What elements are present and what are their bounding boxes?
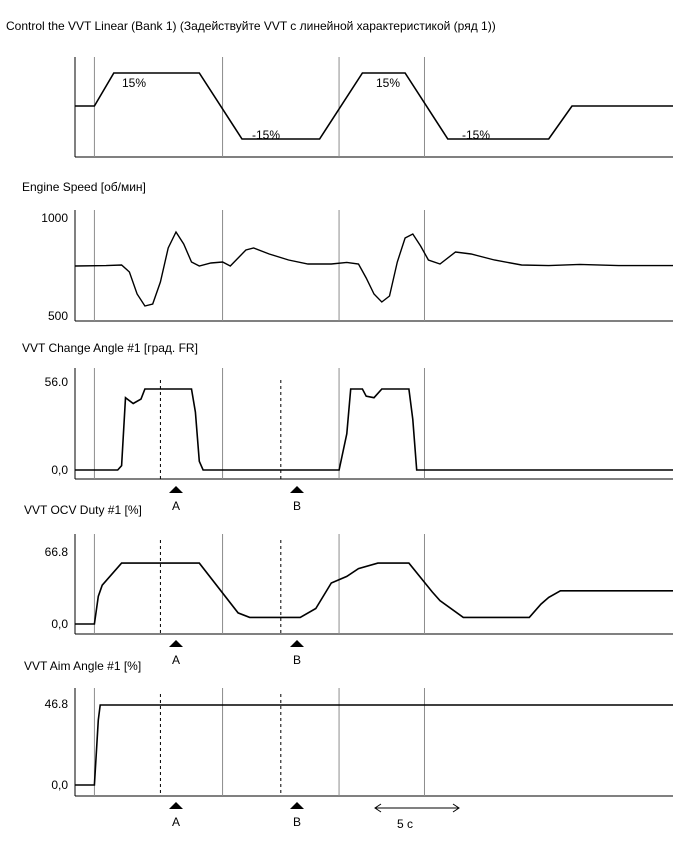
- marker-b-label-3: B: [292, 815, 302, 829]
- panel-control-trace: [75, 73, 673, 139]
- marker-a-label-2: A: [171, 653, 181, 667]
- panel-ocv-duty-title: VVT OCV Duty #1 [%]: [24, 503, 142, 517]
- marker-b-label: B: [292, 499, 302, 513]
- marker-a-label-group: [169, 486, 183, 513]
- panel-aim-angle-title: VVT Aim Angle #1 [%]: [24, 659, 142, 673]
- ocv-duty-tick-bottom: 0,0: [51, 617, 68, 631]
- engine-speed-tick-bottom: 500: [47, 309, 68, 323]
- annotation-down-1: -15%: [252, 128, 281, 142]
- change-angle-tick-top: 56.0: [44, 375, 68, 389]
- panel-change-angle: [22, 341, 673, 513]
- marker-b-label-2: B: [292, 653, 302, 667]
- panel-control: [6, 19, 673, 157]
- panel-engine-speed: [22, 180, 673, 323]
- panel-aim-angle: [24, 659, 673, 831]
- panel-control-title: Control the VVT Linear (Bank 1) (Задействуйте VVT с линейной характеристикой (ряд 1)): [6, 19, 496, 33]
- panel-ocv-duty: [24, 503, 673, 667]
- marker-b-triangle: [290, 486, 304, 493]
- aim-angle-tick-top: 46.8: [44, 697, 68, 711]
- change-angle-tick-bottom: 0,0: [51, 463, 68, 477]
- marker-a-label-group-2: [169, 640, 183, 667]
- time-scale-indicator: [375, 804, 459, 831]
- panel-engine-speed-title: Engine Speed [об/мин]: [22, 180, 146, 194]
- marker-a-triangle: [169, 486, 183, 493]
- change-angle-trace: [75, 389, 673, 470]
- marker-b-label-group-3: [290, 802, 304, 829]
- annotation-down-2: -15%: [462, 128, 491, 142]
- ocv-duty-trace: [75, 563, 673, 624]
- engine-speed-tick-top: 1000: [41, 211, 68, 225]
- panel-change-angle-title: VVT Change Angle #1 [град. FR]: [22, 341, 198, 355]
- engine-speed-trace: [75, 232, 673, 306]
- marker-a-label: A: [171, 499, 181, 513]
- marker-a-triangle-3: [169, 802, 183, 809]
- aim-angle-tick-bottom: 0,0: [51, 778, 68, 792]
- annotation-up-2: 15%: [376, 76, 401, 90]
- ocv-duty-tick-top: 66.8: [44, 545, 68, 559]
- marker-a-triangle-2: [169, 640, 183, 647]
- marker-a-label-3: A: [171, 815, 181, 829]
- marker-b-triangle-3: [290, 802, 304, 809]
- aim-angle-trace: [75, 705, 673, 785]
- time-scale-label: 5 c: [397, 817, 414, 831]
- marker-b-label-group: [290, 486, 304, 513]
- marker-b-triangle-2: [290, 640, 304, 647]
- annotation-up-1: 15%: [122, 76, 147, 90]
- marker-b-label-group-2: [290, 640, 304, 667]
- marker-a-label-group-3: [169, 802, 183, 829]
